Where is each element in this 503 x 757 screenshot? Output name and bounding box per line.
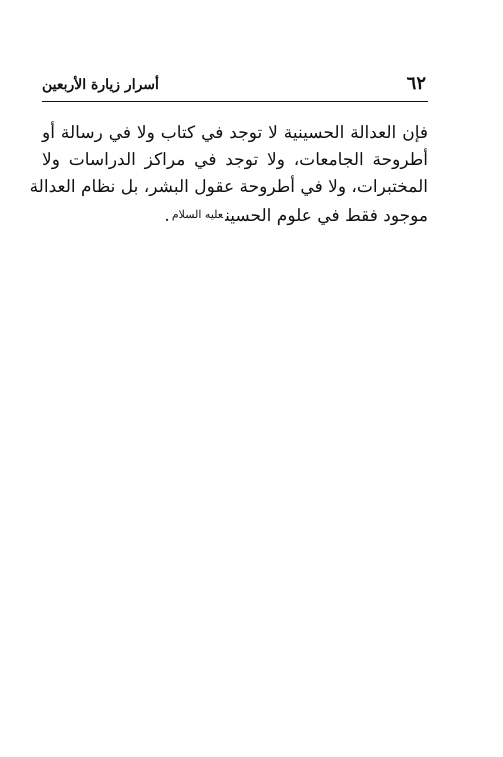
honorific-glyph: عليه السلام (171, 208, 224, 221)
running-header (42, 71, 428, 101)
body-line-4-text: موجود فقط في علوم الحسين (225, 206, 428, 226)
page-number: ٦٢ (406, 73, 426, 94)
body-line-1: فإن العدالة الحسينية لا توجد في كتاب ولا في رسالة أو (42, 123, 428, 143)
body-line-3: المختبرات، ولا في أطروحة عقول البشر، بل نظام العدالة (29, 177, 428, 197)
end-punctuation: . (164, 206, 170, 226)
body-paragraph (29, 120, 428, 228)
body-line-4 (42, 201, 428, 228)
body-line-2: أطروحة الجامعات، ولا توجد في مراكز الدراسات ولا (42, 150, 428, 170)
running-header-title: أسرار زيارة الأربعين (42, 77, 159, 93)
header-divider (42, 101, 428, 102)
